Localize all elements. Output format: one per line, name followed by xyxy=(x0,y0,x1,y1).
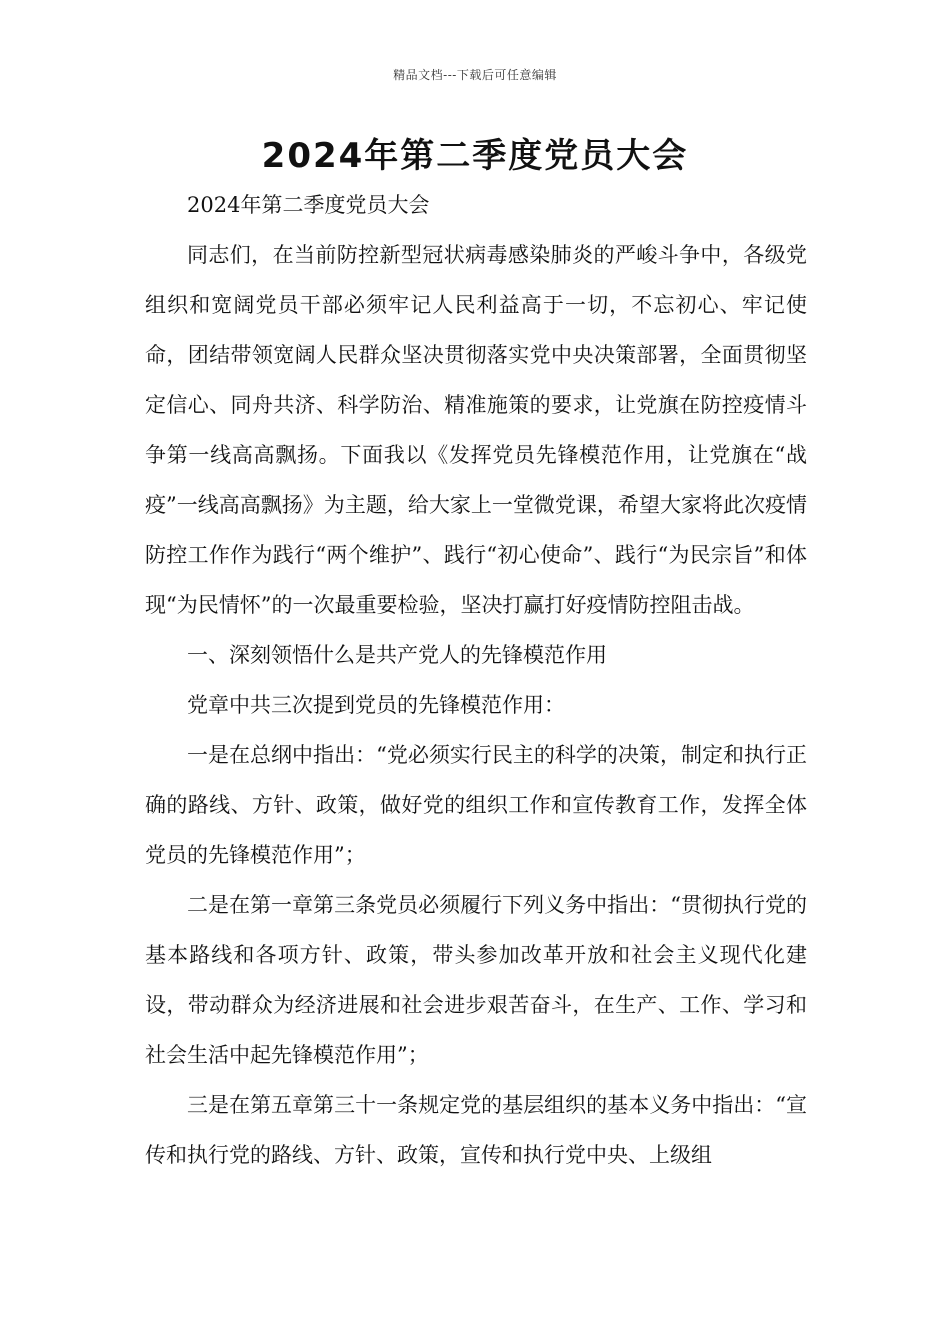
paragraph-point-two: 二是在第一章第三条党员必须履行下列义务中指出：“贯彻执行党的基本路线和各项方针、政策，带头参加改革开放和社会主义现代化建设，带动群众为经济进展和社会进步艰苦奋斗，在生产、工作、学习和社会生活中起先锋模范作用”； xyxy=(145,893,807,1067)
paragraph-intro: 同志们，在当前防控新型冠状病毒感染肺炎的严峻斗争中，各级党组织和宽阔党员干部必须牢记人民利益高于一切，不忘初心、牢记使命，团结带领宽阔人民群众坚决贯彻落实党中央决策部署，全面贯彻坚定信心、同舟共济、科学防治、精准施策的要求，让党旗在防控疫情斗争第一线高高飘扬。下面我以《发挥党员先锋模范作用，让党旗在“战疫”一线高高飘扬》为主题，给大家上一堂微党课，希望大家将此次疫情防控工作作为践行“两个维护”、践行“初心使命”、践行“为民宗旨”和体现“为民情怀”的一次最重要检验，坚决打赢打好疫情防控阻击战。 xyxy=(145,243,807,617)
document-body xyxy=(145,180,807,1180)
document-title: 2024年第二季度党员大会 xyxy=(261,136,689,176)
paragraph-section-heading: 一、深刻领悟什么是共产党人的先锋模范作用 xyxy=(187,643,607,667)
paragraph-subtitle: 2024年第二季度党员大会 xyxy=(187,193,430,217)
paragraph-constitution-mentions: 党章中共三次提到党员的先锋模范作用： xyxy=(187,693,565,717)
header-note: 精品文档---下载后可任意编辑 xyxy=(393,68,557,82)
paragraph-point-three: 三是在第五章第三十一条规定党的基层组织的基本义务中指出：“宣传和执行党的路线、方针、政策，宣传和执行党中央、上级组 xyxy=(145,1093,807,1167)
paragraph-point-one: 一是在总纲中指出：“党必须实行民主的科学的决策，制定和执行正确的路线、方针、政策，做好党的组织工作和宣传教育工作，发挥全体党员的先锋模范作用”； xyxy=(145,743,807,867)
